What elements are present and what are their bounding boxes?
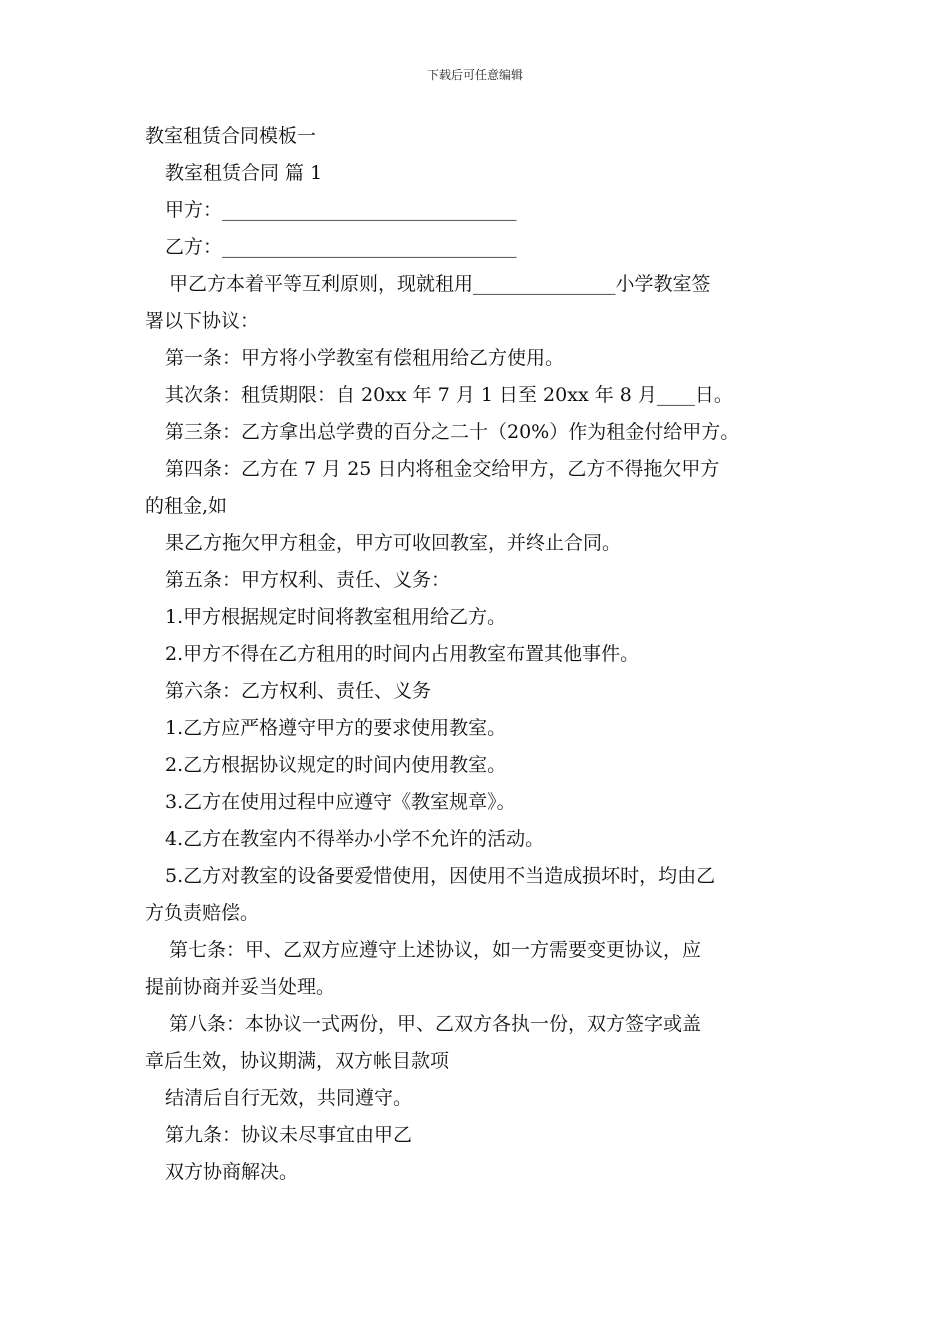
intro-line-2: 署以下协议：: [145, 310, 260, 332]
intro-line-1: 甲乙方本着平等互利原则，现就租用_______________小学教室签: [169, 273, 711, 295]
article-8-line-3: 结清后自行无效，共同遵守。: [165, 1087, 413, 1109]
article-8-line-2: 章后生效，协议期满，双方帐目款项: [145, 1050, 450, 1072]
article-5: 第五条：甲方权利、责任、义务：: [165, 569, 451, 591]
page-header-note: 下载后可任意编辑: [426, 68, 523, 82]
party-a-line: 甲方：_______________________________: [165, 199, 517, 221]
article-4-line-3: 果乙方拖欠甲方租金，甲方可收回教室，并终止合同。: [165, 532, 622, 554]
article-4-line-2: 的租金,如: [145, 495, 228, 517]
article-2: 其次条：租赁期限：自 20xx 年 7 月 1 日至 20xx 年 8 月____日。: [165, 384, 733, 406]
article-7-line-2: 提前协商并妥当处理。: [145, 976, 336, 998]
article-1: 第一条：甲方将小学教室有偿租用给乙方使用。: [165, 347, 565, 369]
article-6-item-2: 2.乙方根据协议规定的时间内使用教室。: [165, 754, 507, 776]
doc-subtitle: 教室租赁合同 篇 1: [165, 162, 323, 184]
party-b-line: 乙方：_______________________________: [165, 236, 517, 258]
article-8-line-1: 第八条：本协议一式两份，甲、乙双方各执一份，双方签字或盖: [169, 1013, 702, 1035]
doc-title: 教室租赁合同模板一: [145, 125, 317, 147]
article-7-line-1: 第七条：甲、乙双方应遵守上述协议，如一方需要变更协议，应: [169, 939, 702, 961]
article-9-line-2: 双方协商解决。: [165, 1161, 299, 1183]
article-3: 第三条：乙方拿出总学费的百分之二十（20%）作为租金付给甲方。: [165, 421, 740, 443]
article-6-item-1: 1.乙方应严格遵守甲方的要求使用教室。: [165, 717, 507, 739]
article-6: 第六条：乙方权利、责任、义务: [165, 680, 432, 702]
article-6-item-5-line-2: 方负责赔偿。: [145, 902, 260, 924]
document-body: [145, 118, 815, 1191]
article-6-item-4: 4.乙方在教室内不得举办小学不允许的活动。: [165, 828, 545, 850]
article-4-line-1: 第四条：乙方在 7 月 25 日内将租金交给甲方，乙方不得拖欠甲方: [165, 458, 720, 480]
article-5-item-1: 1.甲方根据规定时间将教室租用给乙方。: [165, 606, 507, 628]
article-5-item-2: 2.甲方不得在乙方租用的时间内占用教室布置其他事件。: [165, 643, 640, 665]
article-6-item-3: 3.乙方在使用过程中应遵守《教室规章》。: [165, 791, 516, 813]
article-6-item-5-line-1: 5.乙方对教室的设备要爱惜使用，因使用不当造成损坏时，均由乙: [165, 865, 716, 887]
article-9-line-1: 第九条：协议未尽事宜由甲乙: [165, 1124, 413, 1146]
